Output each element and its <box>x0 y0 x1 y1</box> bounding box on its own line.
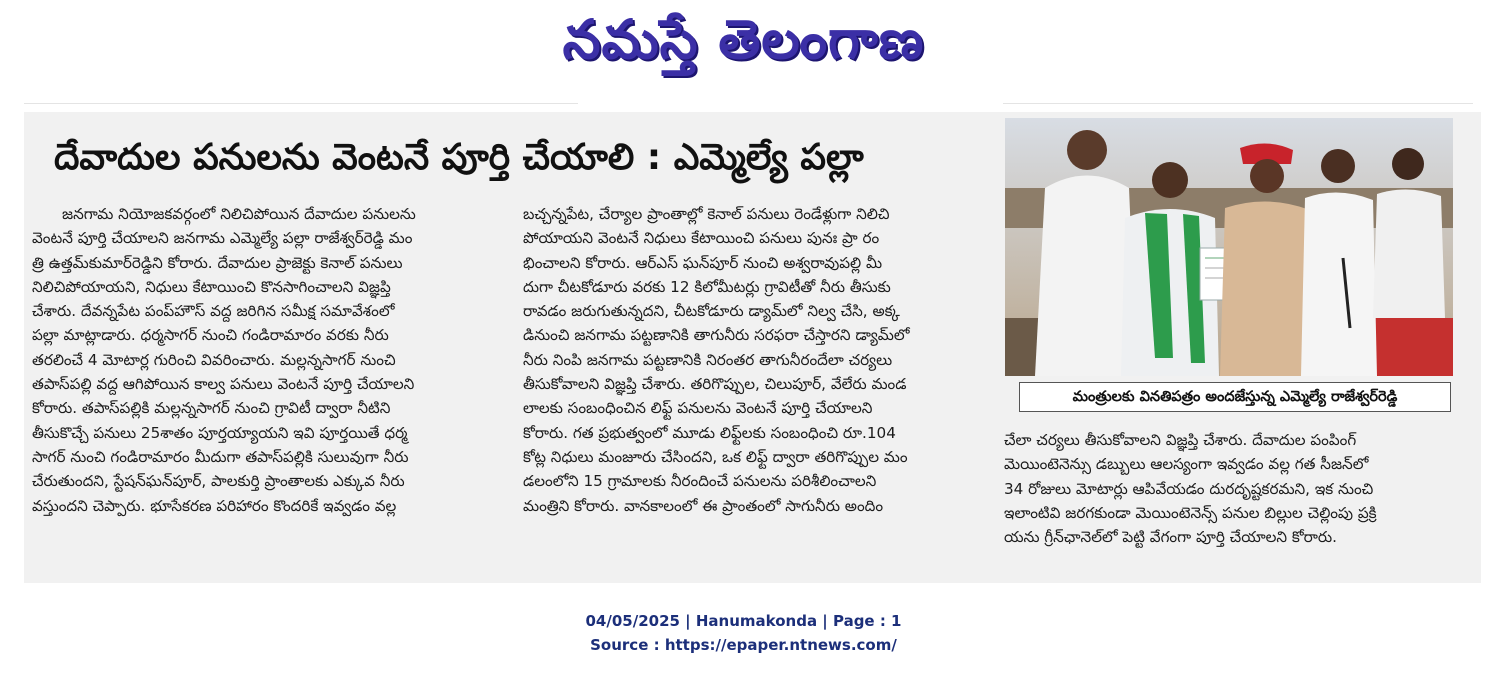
article-line: తీసుకోవాలని విజ్ఞప్తి చేశారు. తరిగొప్పుల, చిలుపూర్, వేలేరు మండ <box>523 375 907 394</box>
article-line: దుగా చీటకోడూరు వరకు 12 కిలోమీటర్లు గ్రావిటీతో నీరు తీసుకు <box>523 277 891 296</box>
article-line: కోరారు. గత ప్రభుత్వంలో మూడు లిఫ్ట్‌లకు సంబంధించి రూ.104 <box>523 423 896 442</box>
article-line: భించాలని కోరారు. ఆర్ఎస్ ఘన్‌పూర్ నుంచి అశ్వరావుపల్లి మీ <box>523 253 883 272</box>
article-column-2 <box>523 202 978 518</box>
photo-caption: మంత్రులకు వినతిపత్రం అందజేస్తున్న ఎమ్మెల్యే రాజేశ్వర్‌రెడ్డి <box>1072 389 1398 405</box>
article-line: ఇలాంటివి జరగకుండా మెయింటెనెన్స్ పనుల బిల్లుల చెల్లింపు ప్రక్రి <box>1004 503 1377 522</box>
article-line: యను గ్రీన్‌ఛానెల్‌లో పెట్టి వేగంగా పూర్తి చేయాలని కోరారు. <box>1004 528 1337 547</box>
article-column-3 <box>1004 428 1459 549</box>
news-photo <box>1005 118 1453 376</box>
article-line: మంత్రిని కోరారు. వానకాలంలో ఈ ప్రాంతంలో సాగునీరు అందిం <box>523 496 884 515</box>
article-line: చేరుతుందని, స్టేషన్‌ఘన్‌పూర్, పాలకుర్తి ప్రాంతాలకు ఎక్కువ నీరు <box>32 472 405 491</box>
article-headline: దేవాదుల పనులను వెంటనే పూర్తి చేయాలి : ఎమ్మెల్యే పల్లా <box>54 137 864 178</box>
article-line: కోట్ల నిధులు మంజూరు చేసిందని, ఒక లిఫ్ట్ ద్వారా తరిగొప్పుల మం <box>523 447 908 466</box>
news-photo-image <box>1005 118 1453 376</box>
article-line: బచ్చన్నపేట, చేర్యాల ప్రాంతాల్లో కెనాల్ పనులు రెండేళ్లుగా నిలిచి <box>523 205 890 223</box>
article-line: తీసుకొచ్చే పనులు 25శాతం పూర్తయ్యాయని ఇవి పూర్తయితే ధర్మ <box>32 423 408 442</box>
footer-source: Source : https://epaper.ntnews.com/ <box>590 636 897 654</box>
article-line: కోరారు. తపాస్‌పల్లికి మల్లన్నసాగర్ నుంచి గ్రావిటీ ద్వారా నీటిని <box>32 399 391 418</box>
article-line: నీరు నింపి జనగామ పట్టణానికి నిరంతర తాగునీరందేలా చర్యలు <box>523 350 893 369</box>
article-line: వస్తుందని చెప్పారు. భూసేకరణ పరిహారం కొందరికే ఇవ్వడం వల్ల <box>32 496 397 515</box>
article-line: త్రి ఉత్తమ్‌కుమార్‌రెడ్డిని కోరారు. దేవాదుల ప్రాజెక్టు కెనాల్ పనులు <box>32 253 403 272</box>
footer-date-edition: 04/05/2025 | Hanumakonda | Page : 1 <box>585 612 902 630</box>
divider-right <box>1003 103 1473 104</box>
article-line: చేశారు. దేవన్నపేట పంప్‌హౌస్ వద్ద జరిగిన సమీక్ష సమావేశంలో <box>32 302 395 321</box>
article-line: తరలించే 4 మోటార్ల గురించి వివరించారు. మల్లన్నసాగర్ నుంచి <box>32 350 396 369</box>
masthead <box>0 4 1487 76</box>
article-line: లాలకు సంబంధించిన లిఫ్ట్ పనులను వెంటనే పూర్తి చేయాలని <box>523 399 873 418</box>
article-line: డలంలోని 15 గ్రామాలకు నీరందించే పనులను పరిశీలించాలని <box>523 472 877 491</box>
article-line: సాగర్ నుంచి గండిరామారం మీదుగా తపాస్‌పల్లికి సులువుగా నీరు <box>32 447 409 466</box>
article-line: చేలా చర్యలు తీసుకోవాలని విజ్ఞప్తి చేశారు. దేవాదుల పంపింగ్ <box>1004 431 1357 449</box>
news-article <box>24 112 1481 583</box>
article-line: డినుంచి జనగామ పట్టణానికి తాగునీరు సరఫరా చేస్తారని డ్యామ్‌లో <box>523 326 910 345</box>
article-line: రావడం జరుగుతున్నదని, చీటకోడూరు డ్యామ్‌లో నిల్వ చేసి, అక్క <box>523 302 900 321</box>
article-line: జనగామ నియోజకవర్గంలో నిలిచిపోయిన దేవాదుల పనులను <box>62 205 416 223</box>
article-line: 34 రోజులు మోటార్లు ఆపివేయడం దురదృష్టకరమని, ఇక నుంచి <box>1004 479 1374 498</box>
article-line: నిలిచిపోయాయని, నిధులు కేటాయించి కొనసాగించాలని విజ్ఞప్తి <box>32 277 391 296</box>
article-line: పల్లా మాట్లాడారు. ధర్మసాగర్ నుంచి గండిరామారం వరకు నీరు <box>32 326 389 345</box>
divider-left <box>24 103 578 104</box>
article-line: మెయింటెనెన్సు డబ్బులు ఆలస్యంగా ఇవ్వడం వల్ల గత సీజన్‌లో <box>1004 455 1369 474</box>
article-line: వెంటనే పూర్తి చేయాలని జనగామ ఎమ్మెల్యే పల్లా రాజేశ్వర్‌రెడ్డి మం <box>32 229 413 248</box>
photo-caption-box <box>1019 382 1451 412</box>
article-line: పోయాయని వెంటనే నిధులు కేటాయించి పనులు పునః ప్రా రం <box>523 229 880 248</box>
article-line: తపాస్‌పల్లి వద్ద ఆగిపోయిన కాల్వ పనులు వెంటనే పూర్తి చేయాలని <box>32 375 415 394</box>
newspaper-logo: నమస్తే తెలంగాణ <box>562 8 925 71</box>
article-column-1 <box>32 202 497 518</box>
